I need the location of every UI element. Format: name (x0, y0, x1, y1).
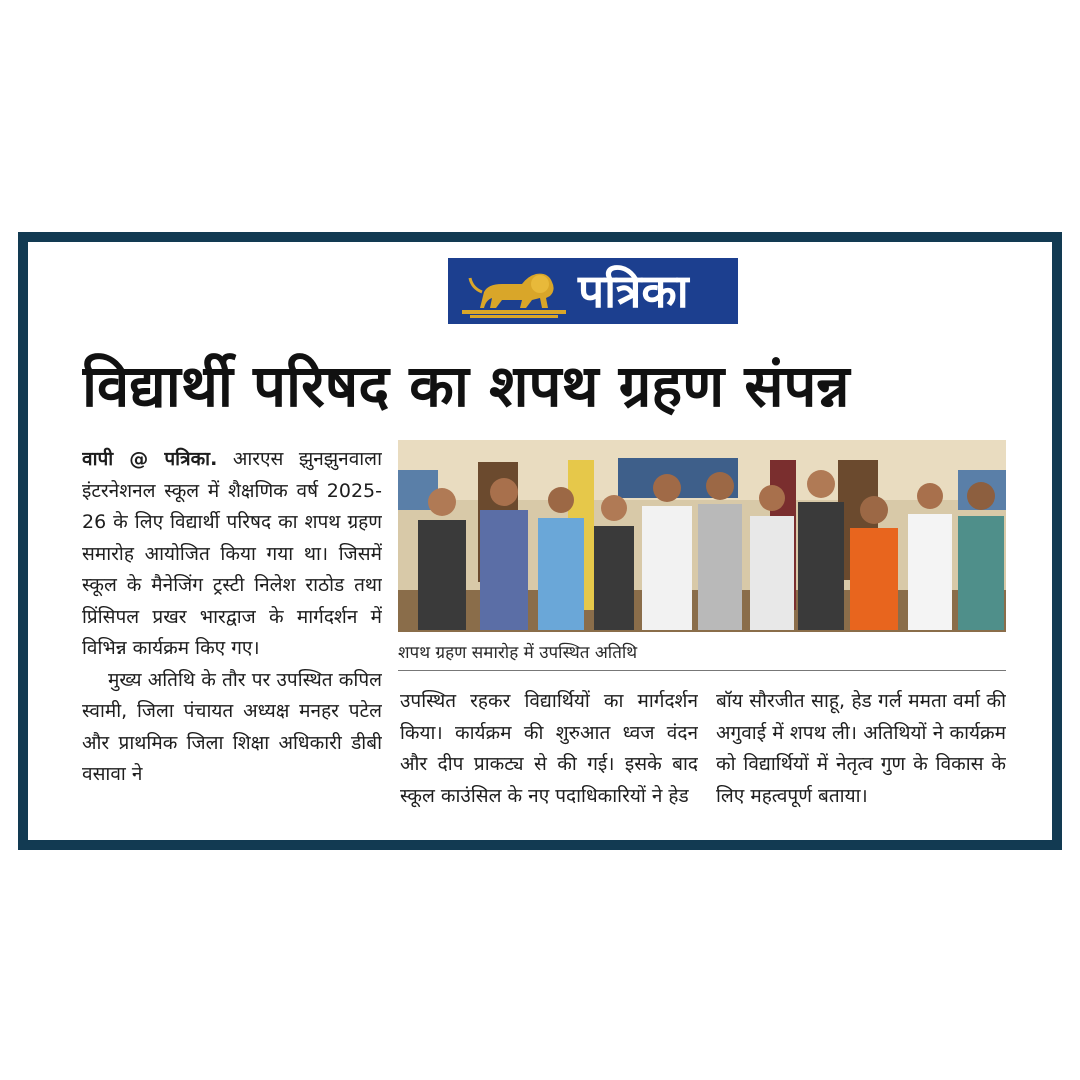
newspaper-brand: पत्रिका (578, 264, 689, 318)
article-headline: विद्यार्थी परिषद का शपथ ग्रहण संपन्न (82, 352, 850, 420)
event-photo-illustration (398, 440, 1006, 632)
event-photo (398, 440, 1006, 632)
photo-caption: शपथ ग्रहण समारोह में उपस्थित अतिथि (398, 636, 1006, 671)
article-column-2 (400, 686, 698, 826)
lion-icon (462, 262, 566, 320)
article-column-1 (82, 444, 382, 830)
dateline: वापी @ पत्रिका. (82, 448, 218, 470)
article-column-3 (716, 686, 1006, 826)
column-3-text: बॉय सौरजीत साहू, हेड गर्ल ममता वर्मा की अगुवाई में शपथ ली। अतिथियों ने कार्यक्रम को विद्यार्थियों में नेतृत्व गुण के विकास के लिए महत्वपूर्ण बताया। (716, 690, 1006, 807)
column-1-paragraph-1: आरएस झुनझुनवाला इंटरनेशनल स्कूल में शैक्षणिक वर्ष 2025-26 के लिए विद्यार्थी परिषद का शपथ ग्रहण समारोह आयोजित किया गया था। जिसमें स्कूल के मैनेजिंग ट्रस्टी निलेश राठोड तथा प्रिंसिपल प्रखर भारद्वाज के मार्गदर्शन में विभिन्न कार्यक्रम किए गए। (82, 448, 382, 659)
column-1-paragraph-2: मुख्य अतिथि के तौर पर उपस्थित कपिल स्वामी, जिला पंचायत अध्यक्ष मनहर पटेल और प्राथमिक जिला शिक्षा अधिकारी डीबी वसावा ने (82, 668, 382, 785)
clipping-frame (18, 232, 1062, 850)
masthead (448, 258, 738, 324)
column-2-text: उपस्थित रहकर विद्यार्थियों का मार्गदर्शन किया। कार्यक्रम की शुरुआत ध्वज वंदन और दीप प्राकट्य से की गई। इसके बाद स्कूल काउंसिल के नए पदाधिकारियों ने हेड (400, 690, 698, 807)
